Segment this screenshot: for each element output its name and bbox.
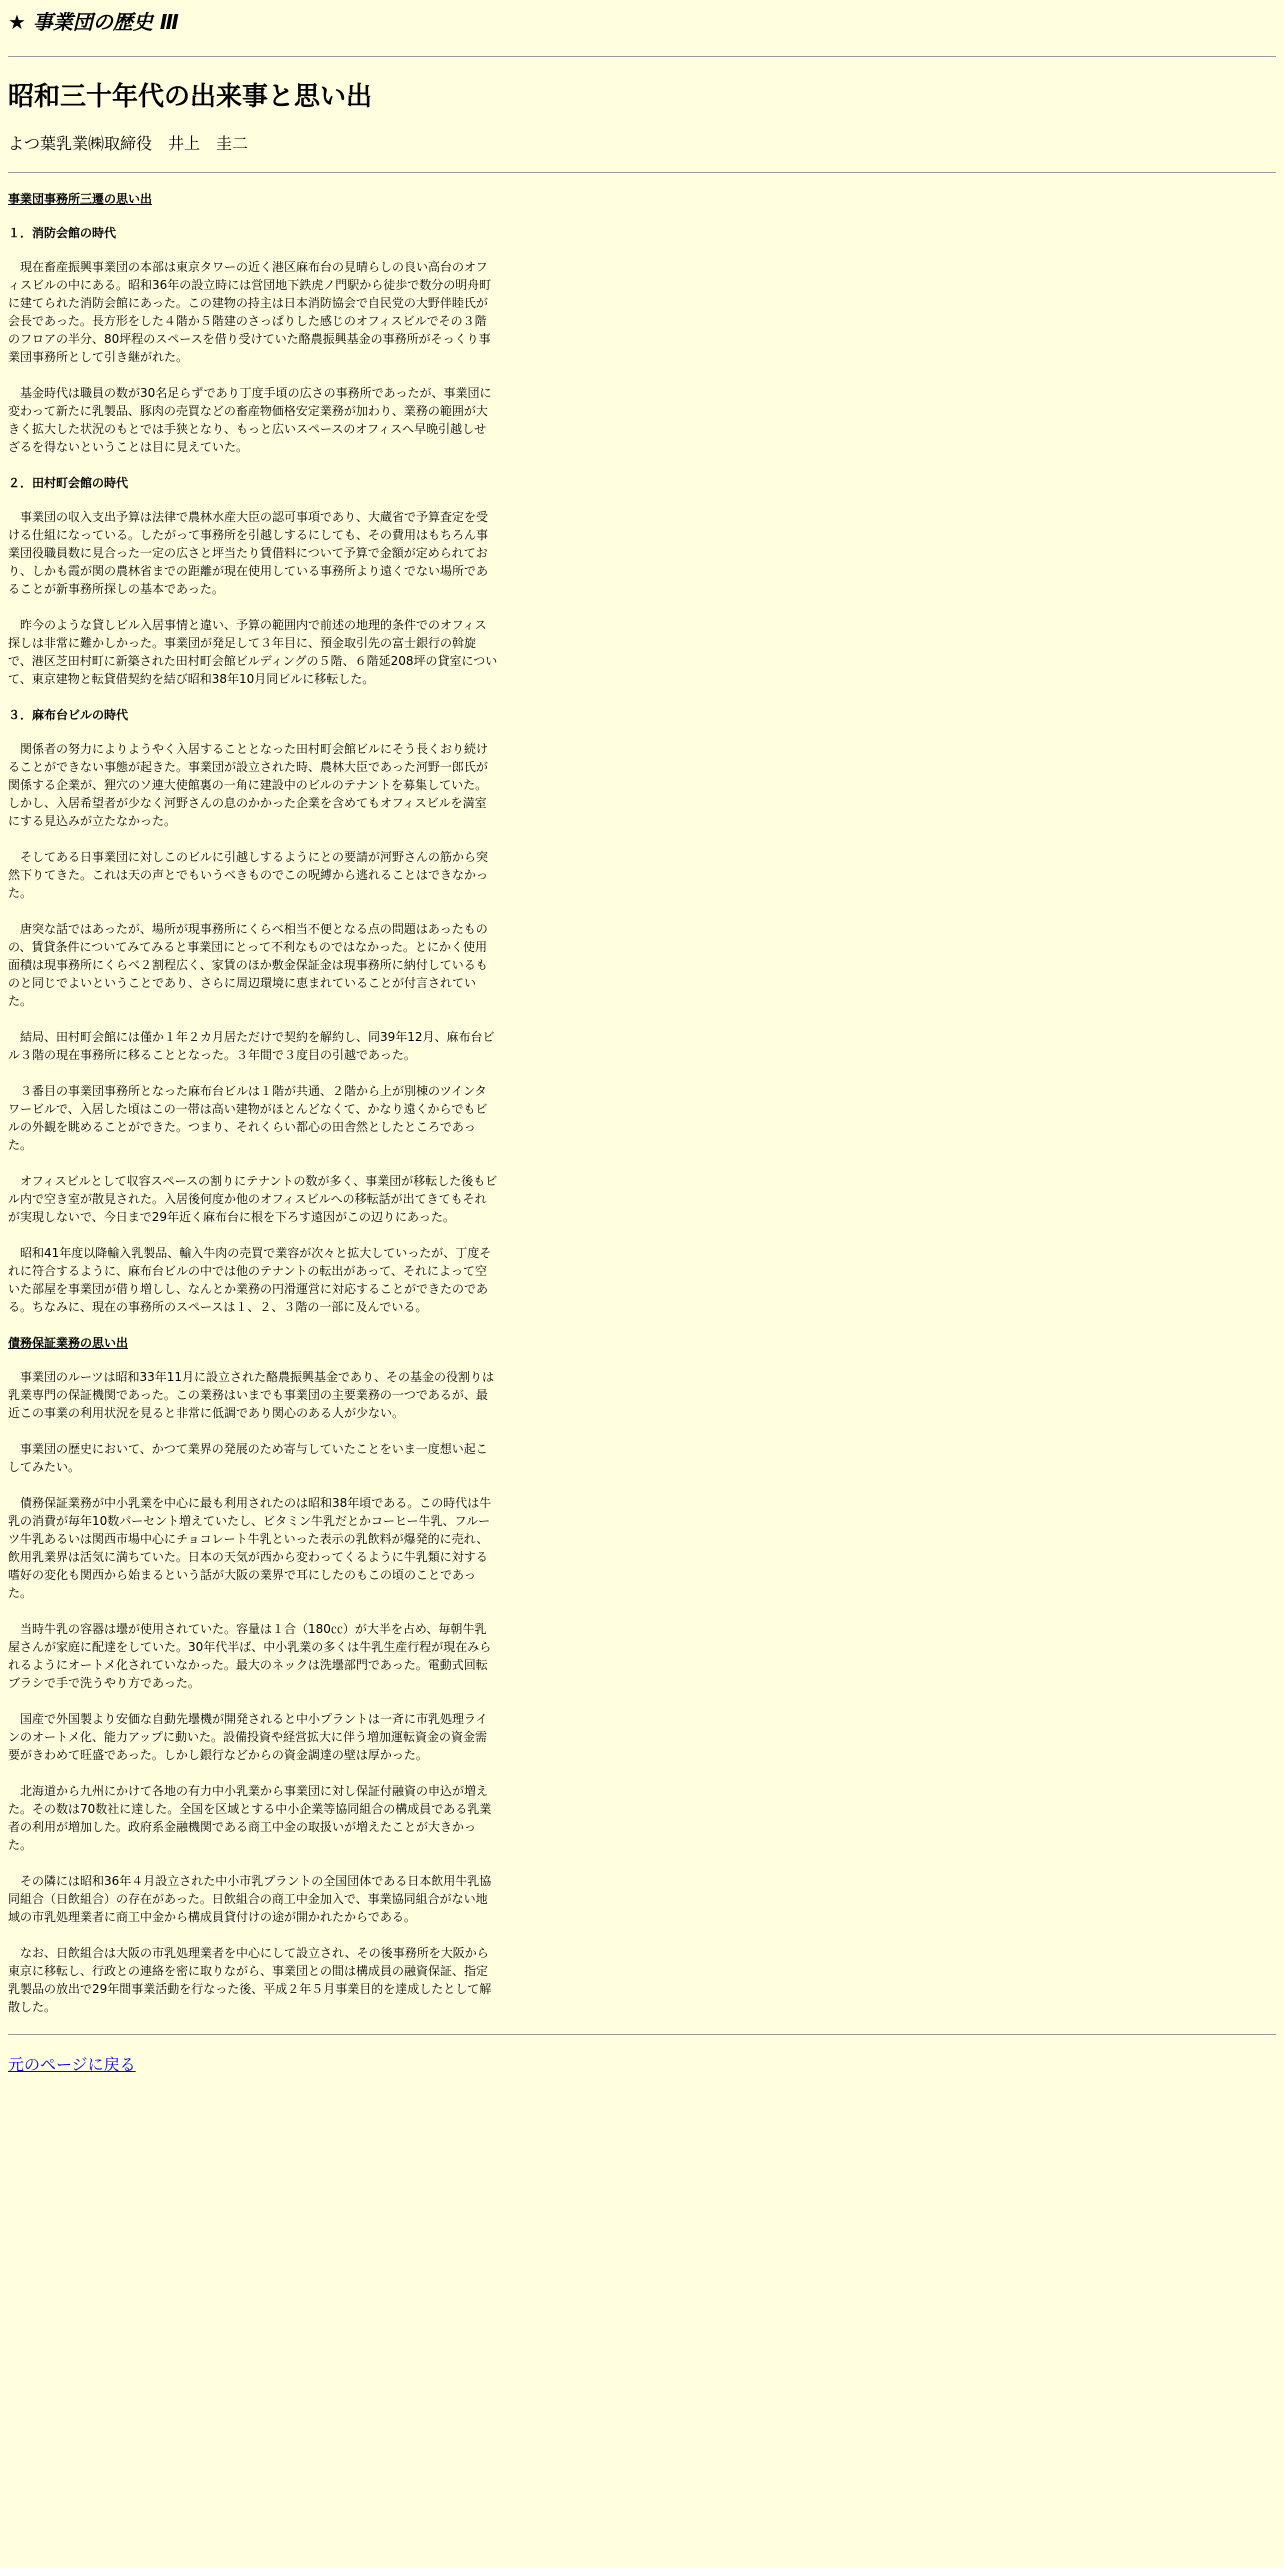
paragraph: 国産で外国製より安価な自動先壜機が開発されると中小プラントは一斉に市乳処理ラインのオートメ化、能力アップに動いた。設備投資や経営拡大に伴う増加運転資金の資金需要がきわめて旺盛であった。しかし銀行などからの資金調達の壁は厚かった。 xyxy=(8,1712,488,1762)
paragraph: そしてある日事業団に対しこのビルに引越しするようにとの要請が河野さんの筋から突然下りてきた。これは天の声とでもいうべきものでこの呪縛から逃れることはできなかった。 xyxy=(8,850,489,900)
paragraph: 結局、田村町会館には僅か１年２カ月居ただけで契約を解約し、同39年12月、麻布台ビル３階の現在事務所に移ることとなった。３年間で３度目の引越であった。 xyxy=(8,1030,495,1062)
paragraph: 当時牛乳の容器は壜が使用されていた。容量は１合（180㏄）が大半を占め、毎朝牛乳屋さんが家庭に配達をしていた。30年代半ば、中小乳業の多くは牛乳生産行程が現在みられるようにオートメ化されていなかった。最大のネックは洗壜部門であった。電動式回転ブラシで手で洗うやり方であった。 xyxy=(8,1622,492,1690)
divider-top xyxy=(8,56,1276,58)
paragraph: 昨今のような貸しビル入居事情と違い、予算の範囲内で前述の地理的条件でのオフィス探しは非常に難かしかった。事業団が発足して３年目に、預金取引先の富士銀行の斡旋で、港区芝田村町に新築された田村町会館ビルディングの５階、６階延208坪の貸室について、東京建物と転貸借契約を結び昭和38年10月同ビルに移転した。 xyxy=(8,618,498,686)
paragraph: 唐突な話ではあったが、場所が現事務所にくらべ相当不便となる点の問題はあったものの、賃貸条件についてみてみると事業団にとって不利なものではなかった。とにかく使用面積は現事務所にくらべ２割程広く、家賃のほか敷金保証金は現事務所に納付しているものと同じでよいということであり、さらに周辺環境に恵まれていることが付言されていた。 xyxy=(8,922,488,1008)
paragraph: 現在畜産振興事業団の本部は東京タワーの近く港区麻布台の見晴らしの良い高台のオフィスビルの中にある。昭和36年の設立時には営団地下鉄虎ノ門駅から徒歩で数分の明舟町に建てられた消防会館にあった。この建物の持主は日本消防協会で自民党の大野伴睦氏が会長であった。長方形をした４階か５階建のさっぱりした感じのオフィスビルでその３階のフロアの半分、80坪程のスペースを借り受けていた酪農振興基金の事務所がそっくり事業団事務所として引き継がれた。 xyxy=(8,260,492,364)
paragraph: 債務保証業務が中小乳業を中心に最も利用されたのは昭和38年頃である。この時代は牛乳の消費が毎年10数パーセント増えていたし、ビタミン牛乳だとかコーヒー牛乳、フルーツ牛乳あるいは関西市場中心にチョコレート牛乳といった表示の乳飲料が爆発的に売れ、飲用乳業界は活気に満ちていた。日本の天気が西から変わってくるように牛乳類に対する嗜好の変化も関西から始まるという話が大阪の業界で耳にしたのもこの頃のことであった。 xyxy=(8,1496,492,1600)
paragraph: 北海道から九州にかけて各地の有力中小乳業から事業団に対し保証付融資の申込が増えた。その数は70数社に達した。全国を区域とする中小企業等協同組合の構成員である乳業者の利用が増加した。政府系金融機関である商工中金の取扱いが増えたことが大きかった。 xyxy=(8,1784,492,1852)
paragraph: 昭和41年度以降輸入乳製品、輸入牛肉の売買で業容が次々と拡大していったが、丁度それに符合するように、麻布台ビルの中では他のテナントの転出があって、それによって空いた部屋を事業団が借り増しし、なんとか業務の円滑運営に対応することができたのである。ちなみに、現在の事務所のスペースは１、２、３階の一部に及んでいる。 xyxy=(8,1246,492,1314)
back-to-previous-page-link[interactable]: 元のページに戻る xyxy=(8,2055,136,2074)
paragraph: 事業団のルーツは昭和33年11月に設立された酪農振興基金であり、その基金の役割りは乳業専門の保証機関であった。この業務はいまでも事業団の主要業務の一つであるが、最近この事業の利用状況を見ると非常に低調であり関心のある人が少ない。 xyxy=(8,1370,495,1420)
section-title-guarantee-business: 債務保証業務の思い出 xyxy=(8,1336,129,1350)
paragraph: 基金時代は職員の数が30名足らずであり丁度手頃の広さの事務所であったが、事業団に変わって新たに乳製品、豚肉の売買などの畜産物価格安定業務が加わり、業務の範囲が大きく拡大した状況のもとでは手狭となり、もっと広いスペースのオフィスへ早晩引越しせざるを得ないということは目に見えていた。 xyxy=(8,386,492,454)
article-body xyxy=(8,190,498,2016)
divider-author xyxy=(8,172,1276,174)
divider-bottom xyxy=(8,2034,1276,2036)
paragraph: その隣には昭和36年４月設立された中小市乳プラントの全国団体である日本飲用牛乳協同組合（日飲組合）の存在があった。日飲組合の商工中金加入で、事業協同組合がない地域の市乳処理業者に商工中金から構成員貸付けの途が開かれたからである。 xyxy=(8,1874,492,1924)
subsection-title-azabudai-building: ３．麻布台ビルの時代 xyxy=(8,708,129,722)
paragraph: 事業団の歴史において、かつて業界の発展のため寄与していたことをいま一度想い起こしてみたい。 xyxy=(8,1442,488,1474)
paragraph: 関係者の努力によりようやく入居することとなった田村町会館ビルにそう長くおり続けることができない事態が起きた。事業団が設立された時、農林大臣であった河野一郎氏が関係する企業が、狸穴のソ連大使館裏の一角に建設中のビルのテナントを募集していた。しかし、入居希望者が少なく河野さんの息のかかった企業を含めてもオフィスビルを満室にする見込みが立たなかった。 xyxy=(8,742,489,828)
page-header-title: ★ 事業団の歴史 Ⅲ xyxy=(8,10,179,34)
paragraph: なお、日飲組合は大阪の市乳処理業者を中心にして設立され、その後事務所を大阪から東京に移転し、行政との連絡を密に取りながら、事業団との間は構成員の融資保証、指定乳製品の放出で29年間事業活動を行なった後、平成２年５月事業目的を達成したとして解散した。 xyxy=(8,1946,492,2014)
section-title-office-moves: 事業団事務所三遷の思い出 xyxy=(8,192,153,206)
paragraph: ３番目の事業団事務所となった麻布台ビルは１階が共通、２階から上が別棟のツインタワービルで、入居した頃はこの一帯は高い建物がほとんどなくて、かなり遠くからでもビルの外観を眺めることができた。つまり、それくらい都心の田舎然としたところであった。 xyxy=(8,1084,488,1152)
paragraph: 事業団の収入支出予算は法律で農林水産大臣の認可事項であり、大蔵省で予算査定を受ける仕組になっている。したがって事務所を引越しするにしても、その費用はもちろん事業団役職員数に見合った一定の広さと坪当たり賃借料について予算で金額が定められており、しかも霞が関の農林省までの距離が現在使用している事務所より遠くでない場所であることが新事務所探しの基本であった。 xyxy=(8,510,489,596)
subsection-title-tamuracho-hall: ２．田村町会館の時代 xyxy=(8,476,129,490)
article-title: 昭和三十年代の出来事と思い出 xyxy=(8,82,373,112)
article-author: よつ葉乳業㈱取締役 井上 圭二 xyxy=(8,134,249,153)
paragraph: オフィスビルとして収容スペースの割りにテナントの数が多く、事業団が移転した後もビル内で空き室が散見された。入居後何度か他のオフィスビルへの移転話が出てきてもそれが実現しないで、今日まで29年近く麻布台に根を下ろす遠因がこの辺りにあった。 xyxy=(8,1174,498,1224)
subsection-title-fire-hall: １．消防会館の時代 xyxy=(8,226,117,240)
